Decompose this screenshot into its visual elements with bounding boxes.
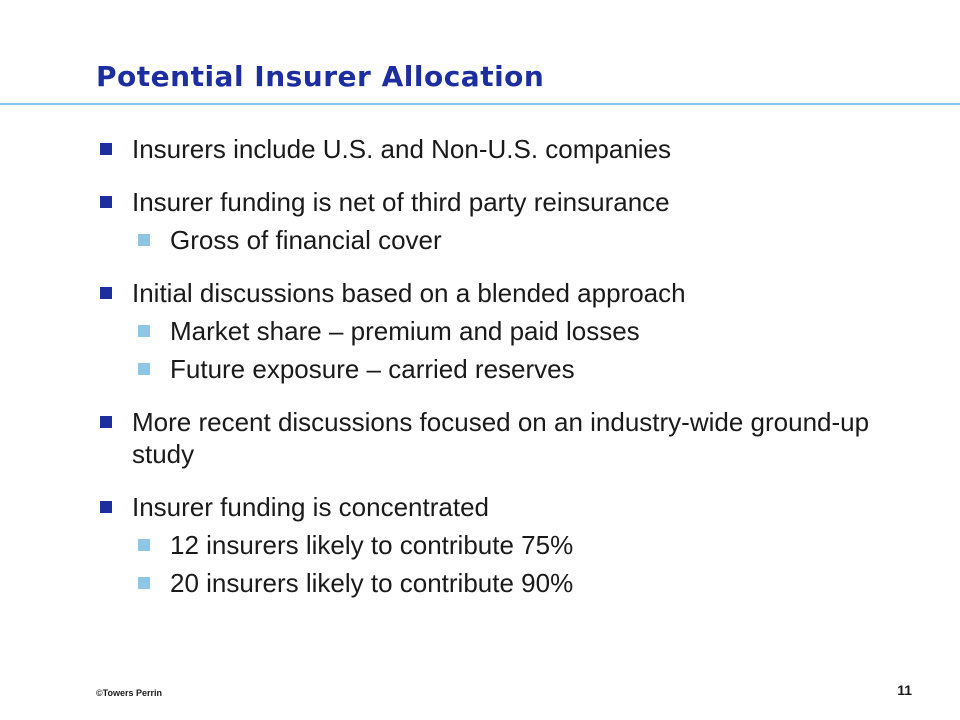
square-sub-bullet-icon [138,325,150,337]
square-bullet-icon [100,196,112,208]
square-sub-bullet-icon [138,363,150,375]
bullet-text: Insurer funding is net of third party reinsurance [132,187,670,217]
square-sub-bullet-icon [138,234,150,246]
bullet-item-2 [100,186,900,218]
bullet-list [100,133,900,599]
sub-bullet-item [100,224,900,256]
square-sub-bullet-icon [138,577,150,589]
page-number: 11 [897,682,912,698]
sub-bullet-text: 12 insurers likely to contribute 75% [170,530,574,560]
sub-bullet-item [100,567,900,599]
bullet-item-5 [100,491,900,523]
sub-bullet-text: Gross of financial cover [170,225,442,255]
square-sub-bullet-icon [138,539,150,551]
sub-bullet-item [100,529,900,561]
square-bullet-icon [100,287,112,299]
title-divider [0,103,960,105]
copyright-footer: ©Towers Perrin [96,688,162,698]
sub-bullet-item [100,353,900,385]
bullet-item-4 [100,406,900,470]
bullet-text: Insurers include U.S. and Non-U.S. companies [132,134,672,164]
square-bullet-icon [100,501,112,513]
sub-bullet-item [100,315,900,347]
bullet-item-3 [100,277,900,309]
bullet-item-1 [100,133,900,165]
sub-bullet-text: Market share – premium and paid losses [170,316,640,346]
bullet-text: Insurer funding is concentrated [132,492,489,522]
square-bullet-icon [100,143,112,155]
bullet-text: Initial discussions based on a blended approach [132,278,686,308]
slide-title: Potential Insurer Allocation [96,60,545,93]
sub-bullet-text: 20 insurers likely to contribute 90% [170,568,574,598]
sub-bullet-text: Future exposure – carried reserves [170,354,575,384]
square-bullet-icon [100,416,112,428]
bullet-text: More recent discussions focused on an industry-wide ground-up study [132,407,870,469]
